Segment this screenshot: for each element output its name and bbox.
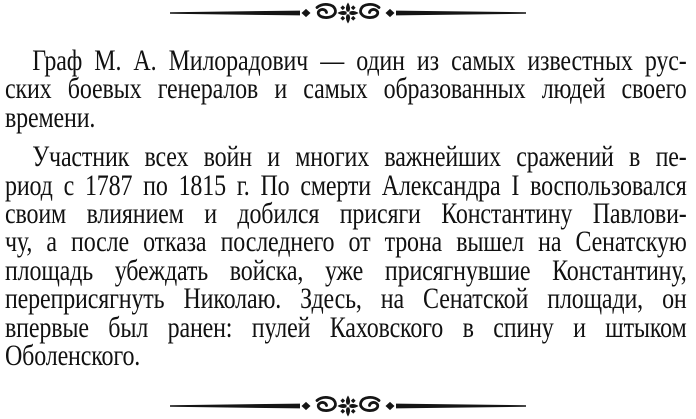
text-line: переприсягнуть Николаю. Здесь, на Сенатской площади, он bbox=[5, 282, 687, 316]
fleuron-ornament-icon bbox=[170, 3, 526, 24]
paragraph-1 bbox=[5, 44, 687, 134]
fleuron-divider-top bbox=[170, 0, 526, 26]
text-line: площадь убеждать войска, уже присягнувшие Константину, bbox=[5, 253, 687, 287]
text-line: своим влиянием и добился присяги Константину Павлови- bbox=[5, 197, 687, 231]
fleuron-divider-bottom bbox=[170, 393, 526, 419]
text-line: времени. bbox=[5, 100, 96, 134]
text-line: ских боевых генералов и самых образованных людей своего bbox=[5, 72, 687, 106]
text-line: чу, а после отказа последнего от трона вышел на Сенатскую bbox=[5, 225, 687, 259]
page-text bbox=[5, 44, 687, 373]
text-line: риод с 1787 по 1815 г. По смерти Александра I воспользовался bbox=[5, 168, 687, 202]
text-line: впервые был ранен: пулей Каховского в спину и штыком bbox=[5, 310, 687, 344]
text-scale-wrap bbox=[5, 44, 687, 373]
paragraph-2 bbox=[5, 140, 687, 373]
text-line: Участник всех войн и многих важнейших сражений в пе- bbox=[32, 140, 687, 174]
fleuron-ornament-icon bbox=[170, 396, 526, 417]
text-line: Граф М. А. Милорадович — один из самых известных рус- bbox=[32, 44, 687, 77]
text-line: Оболенского. bbox=[5, 339, 141, 373]
